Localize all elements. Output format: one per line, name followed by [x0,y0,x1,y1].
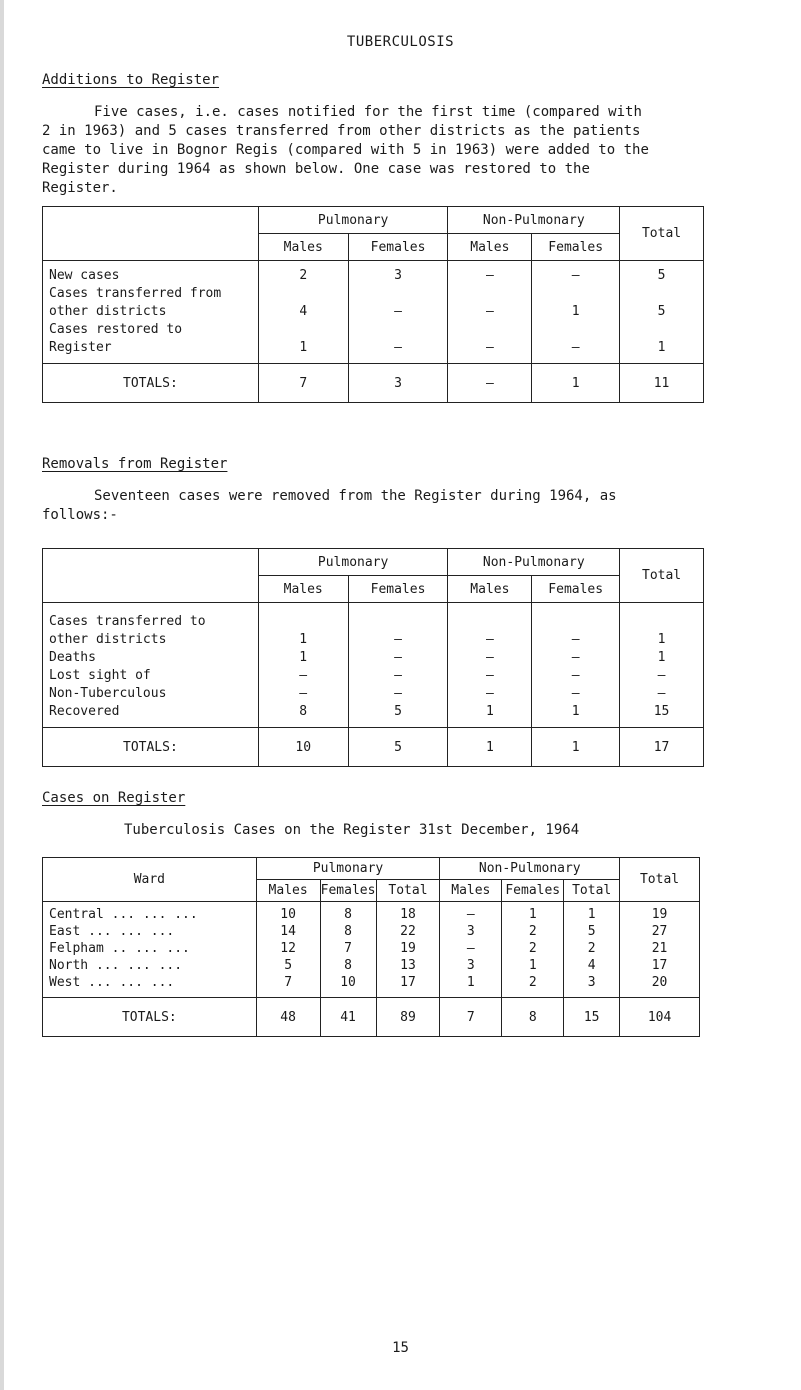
total-cell: 7 [440,998,502,1037]
header-pulmonary: Pulmonary [256,858,440,880]
total-cell: 17 [620,728,704,767]
page-number: 15 [392,1340,409,1356]
header-total: Total [620,549,704,603]
total-cell: 8 [502,998,564,1037]
removals-paragraph-line: Seventeen cases were removed from the Register during 1964, as [94,488,617,504]
header-non-pulmonary: Non-Pulmonary [440,858,620,880]
header-males: Males [440,880,502,902]
page-title: TUBERCULOSIS [346,34,455,50]
total-cell: 41 [320,998,376,1037]
total-cell: 1 [448,728,532,767]
totals-row [43,364,704,403]
totals-label: TOTALS: [43,998,257,1037]
header-non-pulmonary: Non-Pulmonary [448,549,620,576]
total-column: 5 5 1 [620,261,704,364]
header-total: Total [376,880,440,902]
pulmonary-males-column: 10 14 12 5 7 [256,902,320,998]
non-pulmonary-males-column: – – – – 1 [448,603,532,728]
row-labels: New cases Cases transferred from other districts Cases restored to Register [43,261,259,364]
header-pulmonary: Pulmonary [258,549,448,576]
pulmonary-males-column: 1 1 – – 8 [258,603,348,728]
header-females: Females [348,234,448,261]
additions-paragraph-line: came to live in Bognor Regis (compared with 5 in 1963) were added to the [42,142,649,158]
total-cell: 1 [532,728,620,767]
non-pulmonary-total-column: 1 5 2 4 3 [564,902,620,998]
additions-paragraph-line: Five cases, i.e. cases notified for the first time (compared with [94,104,642,120]
total-cell: 89 [376,998,440,1037]
header-ward: Ward [43,858,257,902]
header-total: Total [564,880,620,902]
total-column: 1 1 – – 15 [620,603,704,728]
header-males: Males [256,880,320,902]
total-cell: 11 [620,364,704,403]
header-females: Females [532,234,620,261]
header-total: Total [620,858,700,902]
totals-row [43,728,704,767]
header-females: Females [502,880,564,902]
total-cell: 3 [348,364,448,403]
row-labels: Cases transferred to other districts Deaths Lost sight of Non-Tuberculous Recovered [43,603,259,728]
additions-paragraph-line: 2 in 1963) and 5 cases transferred from other districts as the patients [42,123,641,139]
scan-edge [0,0,4,1390]
on-register-heading: Cases on Register [42,790,186,806]
removals-table [42,548,704,767]
header-males: Males [448,576,532,603]
pulmonary-total-column: 18 22 19 13 17 [376,902,440,998]
pulmonary-females-column: 8 8 7 8 10 [320,902,376,998]
header-females: Females [532,576,620,603]
total-cell: – [448,364,532,403]
non-pulmonary-females-column: – 1 – [532,261,620,364]
total-cell: 10 [258,728,348,767]
totals-row [43,998,700,1037]
additions-paragraph-line: Register during 1964 as shown below. One case was restored to the [42,161,590,177]
header-pulmonary: Pulmonary [258,207,448,234]
totals-label: TOTALS: [43,364,259,403]
non-pulmonary-females-column: – – – – 1 [532,603,620,728]
ward-labels: Central ... ... ... East ... ... ... Felpham .. ... ... North ... ... ... West ... ... ... [43,902,257,998]
header-females: Females [320,880,376,902]
total-cell: 15 [564,998,620,1037]
pulmonary-females-column: – – – – 5 [348,603,448,728]
header-males: Males [448,234,532,261]
total-cell: 5 [348,728,448,767]
total-cell: 1 [532,364,620,403]
total-cell: 104 [620,998,700,1037]
total-cell: 48 [256,998,320,1037]
removals-paragraph-line: follows:- [42,507,118,523]
removals-corner-cell [43,549,259,603]
total-cell: 7 [258,364,348,403]
additions-corner-cell [43,207,259,261]
non-pulmonary-females-column: 1 2 2 1 2 [502,902,564,998]
header-non-pulmonary: Non-Pulmonary [448,207,620,234]
totals-label: TOTALS: [43,728,259,767]
header-males: Males [258,234,348,261]
non-pulmonary-males-column: – 3 – 3 1 [440,902,502,998]
additions-paragraph-line: Register. [42,180,118,196]
pulmonary-males-column: 2 4 1 [258,261,348,364]
on-register-table [42,857,700,1037]
pulmonary-females-column: 3 – – [348,261,448,364]
grand-total-column: 19 27 21 17 20 [620,902,700,998]
non-pulmonary-males-column: – – – [448,261,532,364]
additions-heading: Additions to Register [42,72,220,88]
removals-heading: Removals from Register [42,456,228,472]
header-total: Total [620,207,704,261]
additions-paragraph [42,103,762,198]
header-males: Males [258,576,348,603]
on-register-caption: Tuberculosis Cases on the Register 31st December, 1964 [124,822,580,838]
header-females: Females [348,576,448,603]
additions-table [42,206,704,403]
removals-paragraph [42,487,762,525]
